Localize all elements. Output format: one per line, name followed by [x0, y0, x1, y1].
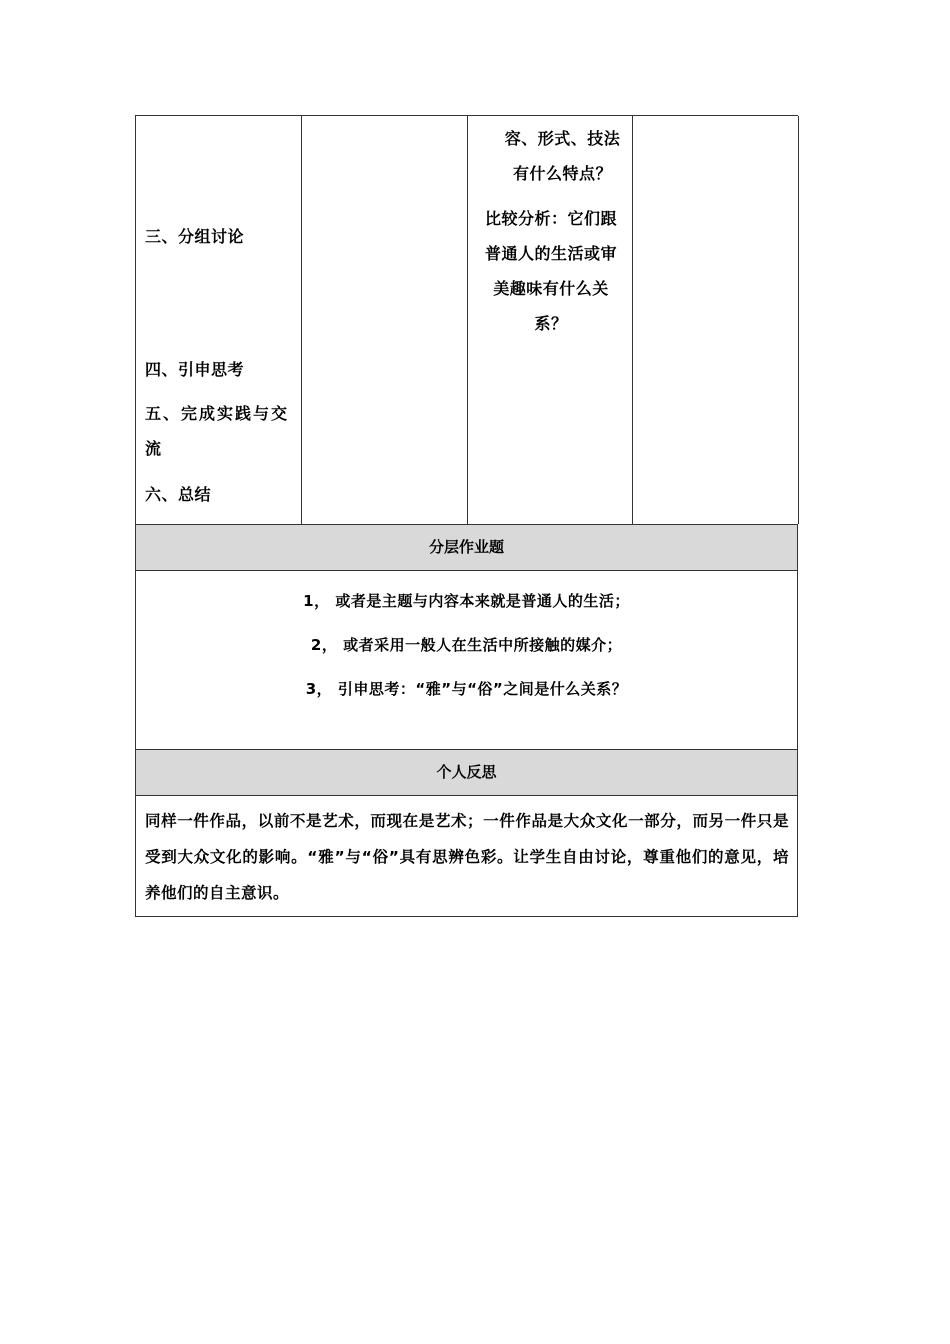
homework-item: 3， 引申思考：“雅”与“俗”之间是什么关系？	[305, 680, 628, 698]
reflection-header: 个人反思	[136, 750, 798, 796]
teaching-steps-cell	[136, 116, 302, 524]
step-practice-exchange: 五、完成实践与交流	[145, 404, 290, 458]
question-line: 容、形式、技法	[504, 129, 621, 148]
question-line: 美趣味有什么关	[493, 279, 609, 298]
empty-cell	[633, 116, 799, 524]
empty-cell	[302, 116, 468, 524]
question-line: 有什么特点？	[512, 164, 612, 183]
step-extended-thinking: 四、引申思考	[145, 360, 245, 379]
homework-content	[136, 571, 798, 750]
homework-item: 2， 或者采用一般人在生活中所接触的媒介；	[310, 636, 623, 654]
lesson-plan-table	[135, 115, 798, 917]
homework-header: 分层作业题	[136, 525, 798, 571]
reflection-text: 同样一件作品，以前不是艺术，而现在是艺术；一件作品是大众文化一部分，而另一件只是受到大众文化的影响。“雅”与“俗”具有思辨色彩。让学生自由讨论，尊重他们的意见，培养他们的自主意识。	[136, 796, 798, 917]
step-group-discussion: 三、分组讨论	[145, 227, 245, 246]
question-line: 系？	[534, 314, 568, 333]
discussion-questions-cell	[468, 116, 633, 524]
homework-item: 1， 或者是主题与内容本来就是普通人的生活；	[303, 592, 630, 610]
question-line: 普通人的生活或审	[484, 244, 617, 263]
question-line: 比较分析：它们跟	[484, 209, 617, 228]
step-summary: 六、总结	[145, 485, 212, 504]
teaching-process-row	[136, 116, 798, 525]
